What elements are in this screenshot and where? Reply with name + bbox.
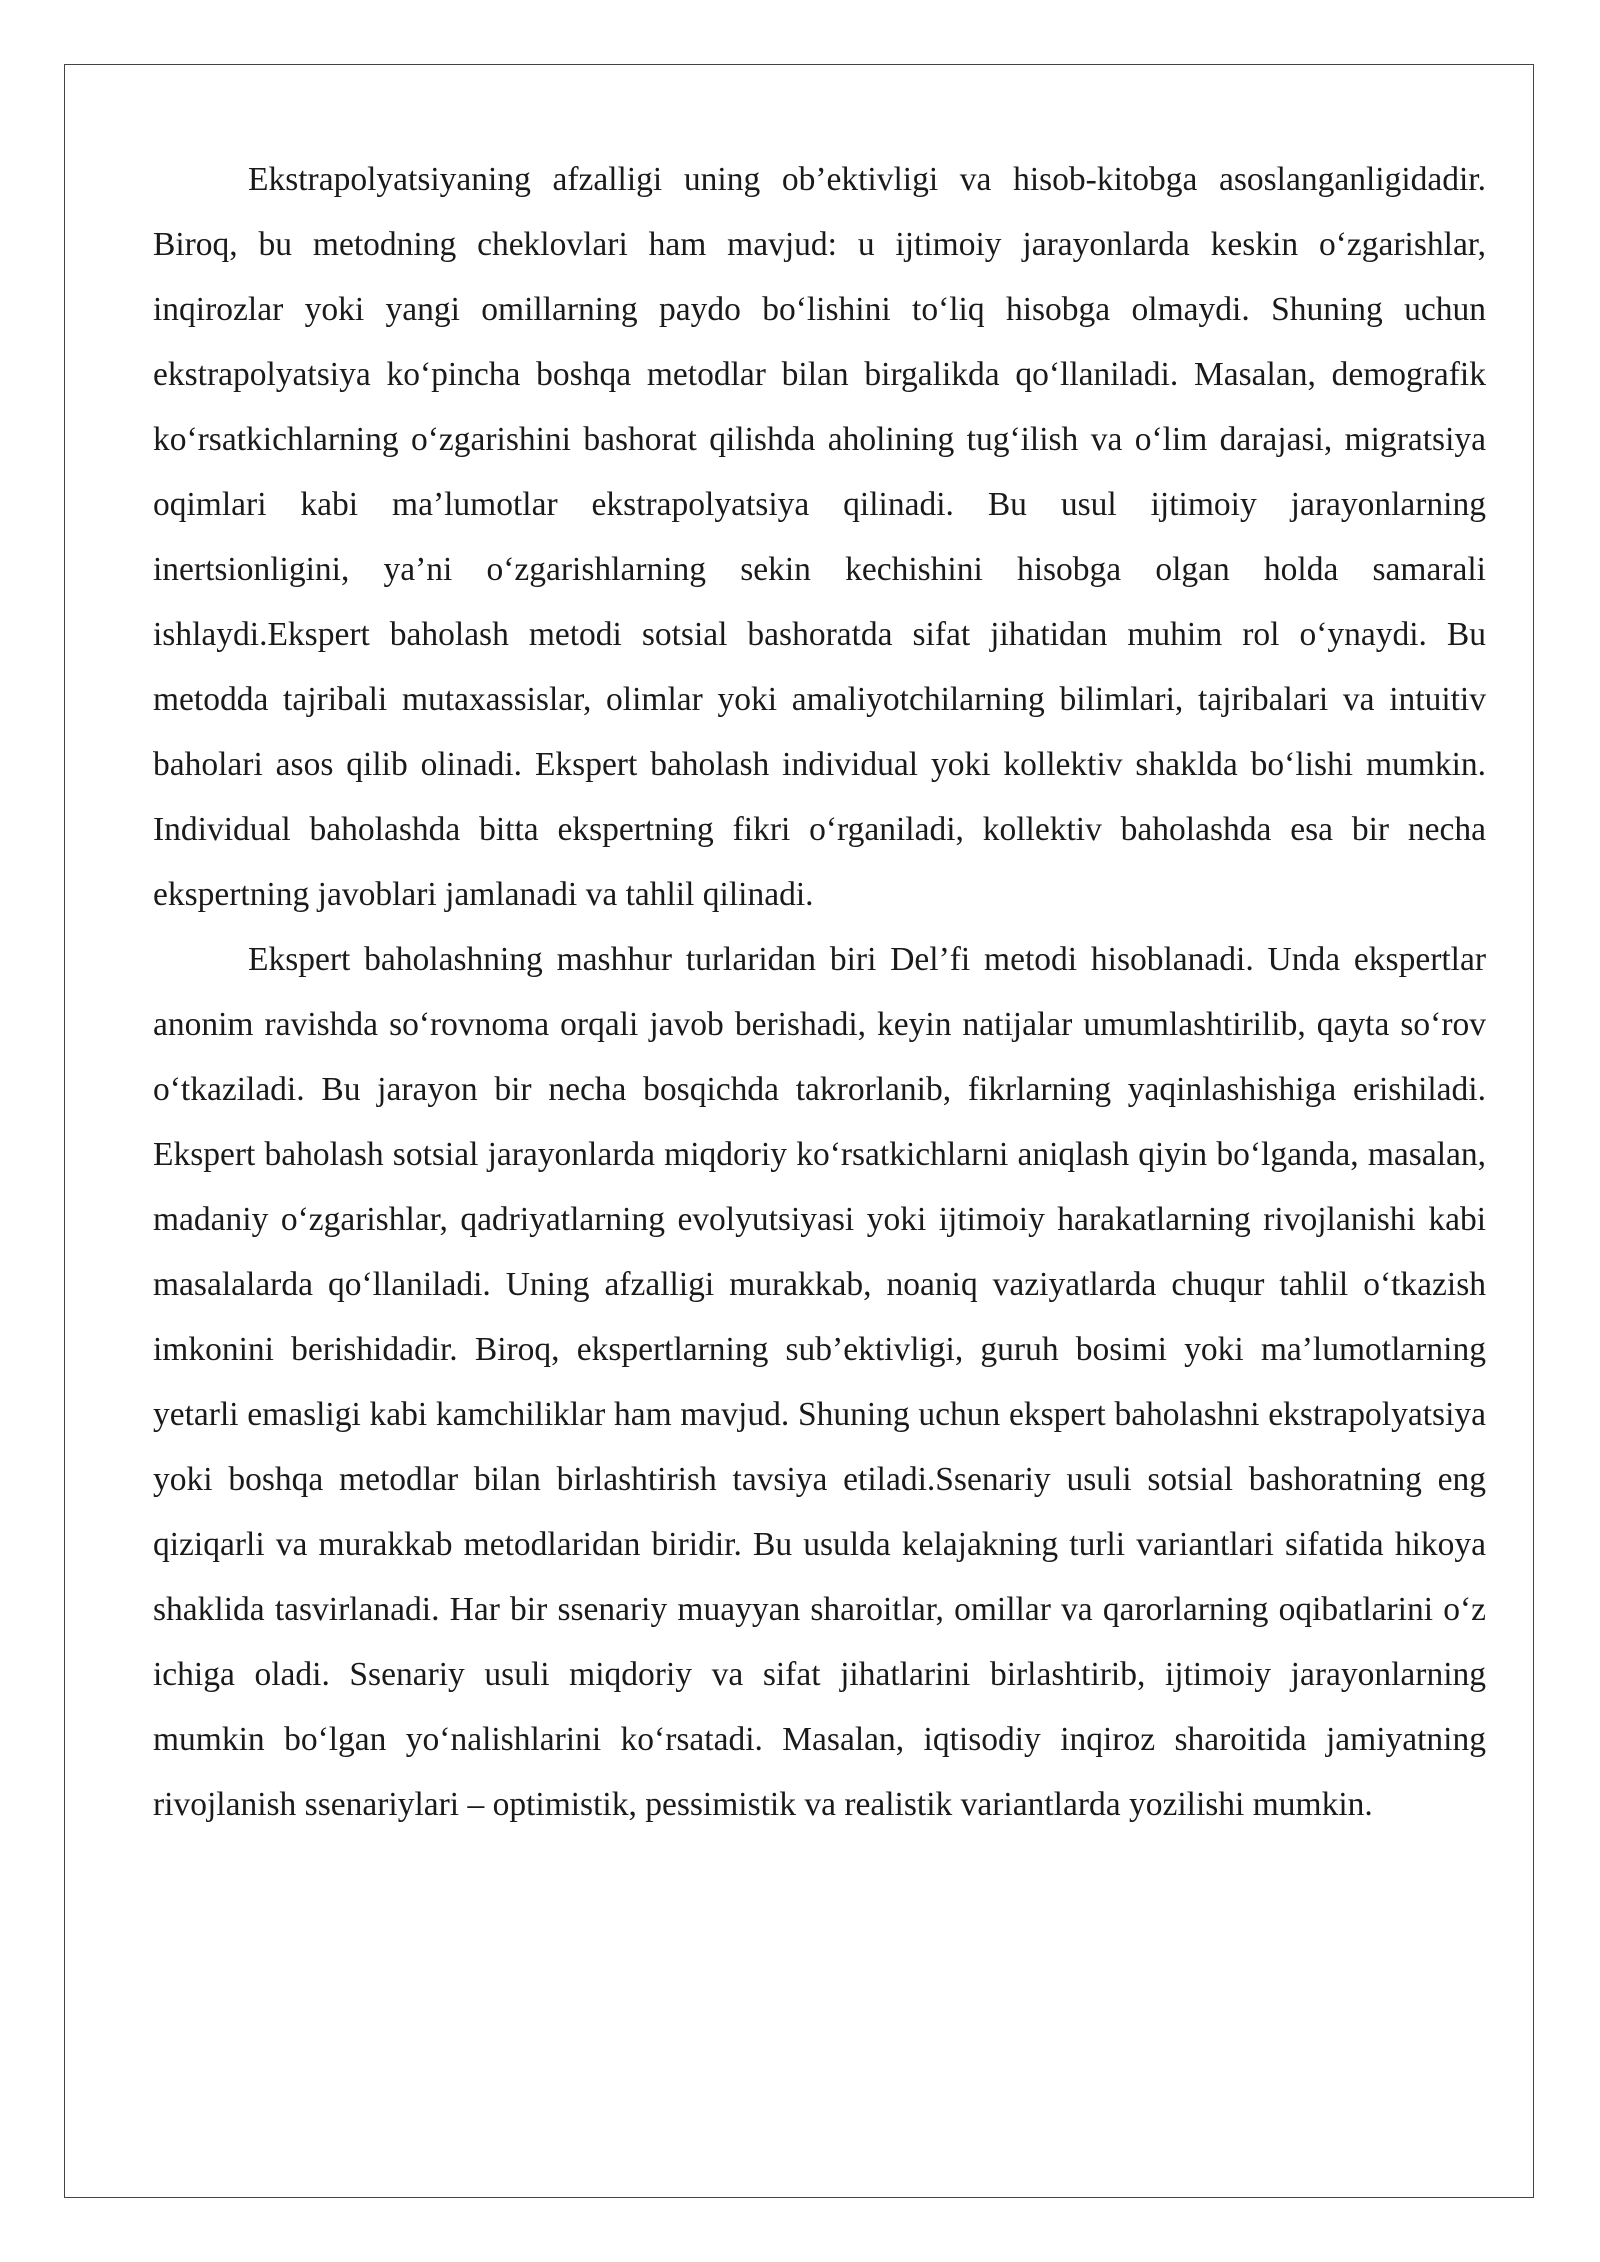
paragraph-extrapolation: Ekstrapolyatsiyaning afzalligi uning ob’ektivligi va hisob-kitobga asoslanganligidadir. Biroq, bu metodning cheklovlari ham mavjud: u ijtimoiy jarayonlarda keskin o‘zgarishlar, inqirozlar yoki yangi omillarning paydo bo‘lishini to‘liq hisobga olmaydi. Shuning uchun ekstrapolyatsiya ko‘pincha boshqa metodlar bilan birgalikda qo‘llaniladi. Masalan, demografik ko‘rsatkichlarning o‘zgarishini bashorat qilishda aholining tug‘ilish va o‘lim darajasi, migratsiya oqimlari kabi ma’lumotlar ekstrapolyatsiya qilinadi. Bu usul ijtimoiy jarayonlarning inertsionligini, ya’ni o‘zgarishlarning sekin kechishini hisobga olgan holda samarali ishlaydi.Ekspert baholash metodi sotsial bashoratda sifat jihatidan muhim rol o‘ynaydi. Bu metodda tajribali mutaxassislar, olimlar yoki amaliyotchilarning bilimlari, tajribalari va intuitiv baholari asos qilib olinadi. Ekspert baholash individual yoki kollektiv shaklda bo‘lishi mumkin. Individual baholashda bitta ekspertning fikri o‘rganiladi, kollektiv baholashda esa bir necha ekspertning javoblari jamlanadi va tahlil qilinadi. [153, 161, 1486, 913]
document-body [153, 147, 1486, 1837]
paragraph-expert-evaluation: Ekspert baholashning mashhur turlaridan biri Del’fi metodi hisoblanadi. Unda ekspertlar anonim ravishda so‘rovnoma orqali javob berishadi, keyin natijalar umumlashtirilib, qayta so‘rov o‘tkaziladi. Bu jarayon bir necha bosqichda takrorlanib, fikrlarning yaqinlashishiga erishiladi. Ekspert baholash sotsial jarayonlarda miqdoriy ko‘rsatkichlarni aniqlash qiyin bo‘lganda, masalan, madaniy o‘zgarishlar, qadriyatlarning evolyutsiyasi yoki ijtimoiy harakatlarning rivojlanishi kabi masalalarda qo‘llaniladi. Uning afzalligi murakkab, noaniq vaziyatlarda chuqur tahlil o‘tkazish imkonini berishidadir. Biroq, ekspertlarning sub’ektivligi, guruh bosimi yoki ma’lumotlarning yetarli emasligi kabi kamchiliklar ham mavjud. Shuning uchun ekspert baholashni ekstrapolyatsiya yoki boshqa metodlar bilan birlashtirish tavsiya etiladi.Ssenariy usuli sotsial bashoratning eng qiziqarli va murakkab metodlaridan biridir. Bu usulda kelajakning turli variantlari sifatida hikoya shaklida tasvirlanadi. Har bir ssenariy muayyan sharoitlar, omillar va qarorlarning oqibatlarini o‘z ichiga oladi. Ssenariy usuli miqdoriy va sifat jihatlarini birlashtirib, ijtimoiy jarayonlarning mumkin bo‘lgan yo‘nalishlarini ko‘rsatadi. Masalan, iqtisodiy inqiroz sharoitida jamiyatning rivojlanish ssenariylari – optimistik, pessimistik va realistik variantlarda yozilishi mumkin. [153, 941, 1486, 1823]
